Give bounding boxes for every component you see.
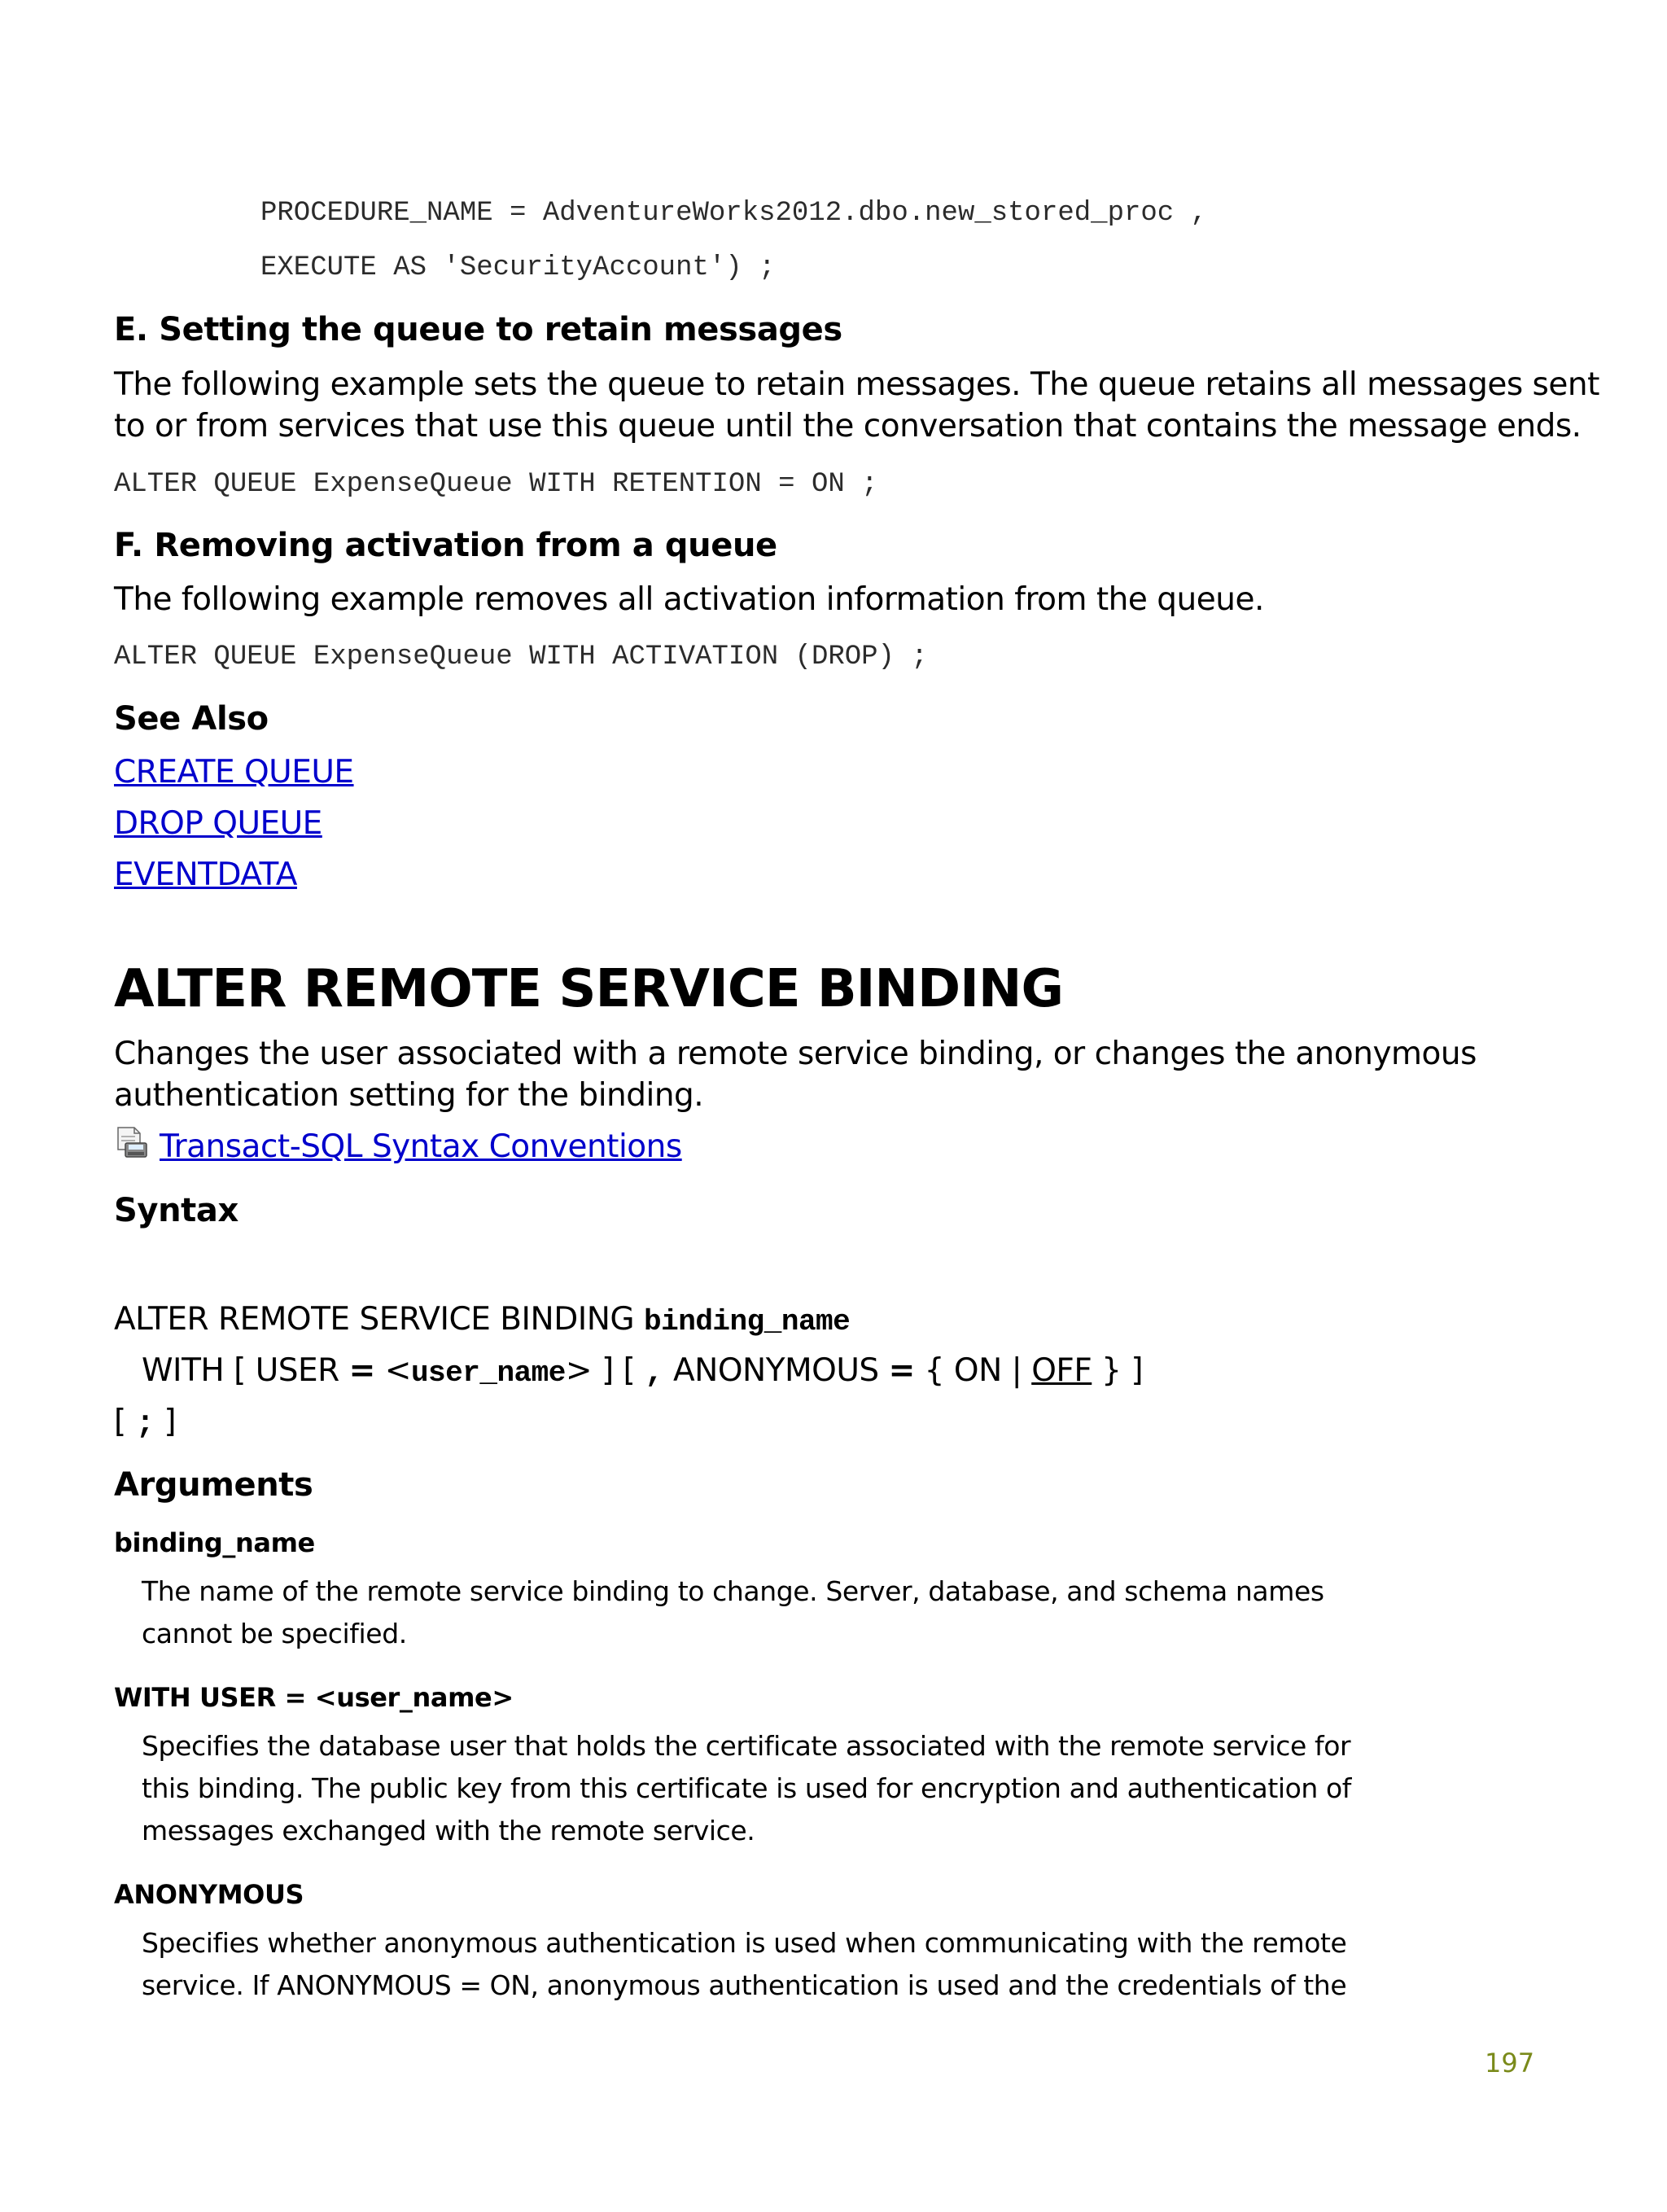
- argument-description-line: cannot be specified.: [142, 1618, 407, 1649]
- argument-description-line: service. If ANONYMOUS = ON, anonymous authentication is used and the credentials of the: [142, 1969, 1347, 2001]
- code-line: ALTER QUEUE ExpenseQueue WITH ACTIVATION (DROP) ;: [114, 642, 928, 672]
- link-drop-queue[interactable]: DROP QUEUE: [114, 805, 322, 842]
- syntax-text: > ] [: [565, 1352, 645, 1389]
- syntax-default-value: OFF: [1031, 1352, 1092, 1389]
- argument-description-line: The name of the remote service binding to change. Server, database, and schema names: [142, 1575, 1324, 1607]
- section-heading-e: E. Setting the queue to retain messages: [114, 311, 842, 348]
- syntax-text: [: [114, 1404, 136, 1440]
- argument-description-line: Specifies the database user that holds the certificate associated with the remote service for: [142, 1730, 1351, 1762]
- code-line: EXECUTE AS 'SecurityAccount') ;: [260, 252, 776, 283]
- syntax-comma: ,: [645, 1355, 664, 1391]
- link-create-queue[interactable]: CREATE QUEUE: [114, 754, 354, 791]
- paragraph-line: The following example sets the queue to retain messages. The queue retains all messages sent: [114, 366, 1599, 403]
- syntax-terminator: ;: [135, 1406, 155, 1442]
- argument-term: WITH USER = <user_name>: [114, 1682, 514, 1713]
- code-line: PROCEDURE_NAME = AdventureWorks2012.dbo.new_stored_proc ,: [260, 198, 1207, 229]
- syntax-heading: Syntax: [114, 1192, 238, 1229]
- argument-term: binding_name: [114, 1527, 315, 1558]
- page-number: 197: [1485, 2048, 1535, 2078]
- syntax-operator: =: [888, 1352, 915, 1389]
- argument-description-line: Specifies whether anonymous authentication is used when communicating with the remote: [142, 1927, 1347, 1959]
- section-heading-f: F. Removing activation from a queue: [114, 527, 777, 564]
- argument-description-line: this binding. The public key from this certificate is used for encryption and authentication of: [142, 1772, 1352, 1804]
- link-eventdata[interactable]: EVENTDATA: [114, 856, 297, 893]
- link-transact-sql-syntax-conventions[interactable]: Transact-SQL Syntax Conventions: [160, 1128, 682, 1165]
- paragraph-line: to or from services that use this queue until the conversation that contains the message ends.: [114, 408, 1582, 445]
- syntax-text: <: [374, 1352, 411, 1389]
- arguments-heading: Arguments: [114, 1466, 313, 1504]
- paragraph-line: The following example removes all activation information from the queue.: [114, 581, 1264, 618]
- syntax-text: ANONYMOUS: [663, 1352, 889, 1389]
- topic-description-line: Changes the user associated with a remote service binding, or changes the anonymous: [114, 1036, 1477, 1072]
- topic-title: ALTER REMOTE SERVICE BINDING: [114, 959, 1063, 1019]
- see-also-heading: See Also: [114, 700, 269, 738]
- syntax-argument: user_name: [410, 1356, 566, 1390]
- syntax-line-2: [142, 1352, 1143, 1391]
- topic-description-line: authentication setting for the binding.: [114, 1077, 704, 1114]
- syntax-conventions-icon: [114, 1125, 150, 1161]
- argument-term: ANONYMOUS: [114, 1879, 304, 1910]
- syntax-keyword: ALTER REMOTE SERVICE BINDING: [114, 1301, 645, 1338]
- syntax-line-1: [114, 1301, 850, 1338]
- syntax-text: { ON |: [914, 1352, 1032, 1389]
- syntax-text: } ]: [1092, 1352, 1144, 1389]
- syntax-argument: binding_name: [644, 1305, 851, 1338]
- syntax-text: WITH [ USER: [142, 1352, 349, 1389]
- syntax-text: ]: [154, 1404, 177, 1440]
- syntax-line-3: [114, 1404, 176, 1442]
- syntax-operator: =: [348, 1352, 375, 1389]
- code-line: ALTER QUEUE ExpenseQueue WITH RETENTION = ON ;: [114, 469, 878, 500]
- argument-description-line: messages exchanged with the remote service.: [142, 1815, 755, 1846]
